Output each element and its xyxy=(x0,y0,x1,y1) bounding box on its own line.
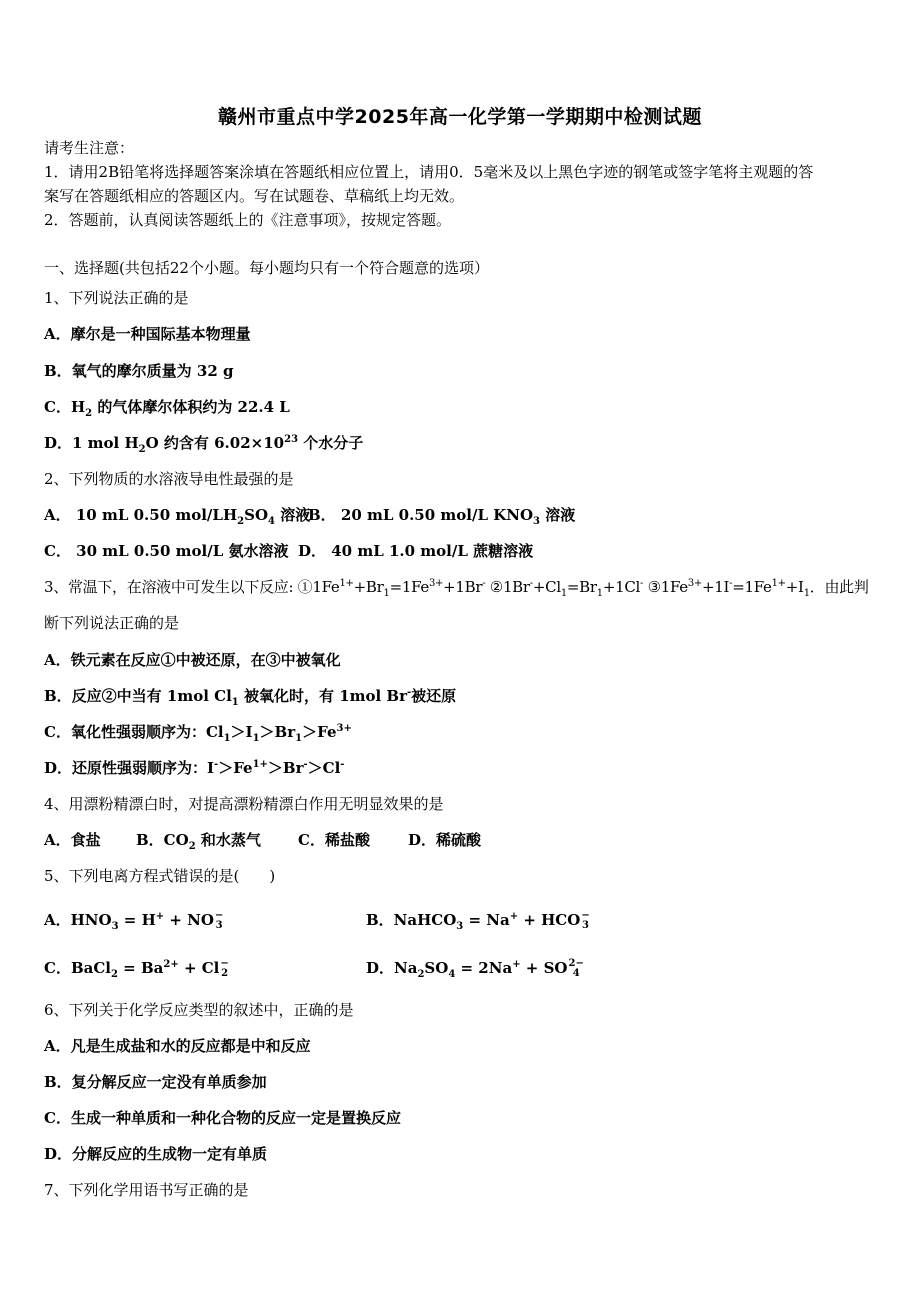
q1-option-a: A．摩尔是一种国际基本物理量 xyxy=(44,325,251,343)
notice-heading: 请考生注意： xyxy=(44,139,135,157)
q4-stem: 4、用漂粉精漂白时，对提高漂粉精漂白作用无明显效果的是 xyxy=(44,795,444,813)
q1-stem: 1、下列说法正确的是 xyxy=(44,289,189,307)
q6-option-a: A．凡是生成盐和水的反应都是中和反应 xyxy=(44,1037,311,1055)
q1-option-d: D．1 mol $H_2O$ 约含有 $6.02\times 10^{23}$ 个水分子 xyxy=(44,434,364,455)
q5-option-b: B．NaHCO$_3$ = Na+ + HCO − 3 xyxy=(366,910,590,932)
q5-stem: 5、下列电离方程式错误的是( ) xyxy=(44,867,276,885)
q1-option-b: B．氧气的摩尔质量为 32 g xyxy=(44,362,234,380)
q6-option-c: C．生成一种单质和一种化合物的反应一定是置换反应 xyxy=(44,1109,401,1127)
q2-option-b: B． 20 mL 0.50 mol/L $KNO_3$ 溶液 xyxy=(308,506,576,527)
q4-option-d: D．稀硫酸 xyxy=(408,831,482,849)
q2-option-a: A． 10 mL 0.50 mol/$LH_2SO_4$ 溶液 xyxy=(44,506,311,527)
q7-stem: 7、下列化学用语书写正确的是 xyxy=(44,1181,249,1199)
q6-stem: 6、下列关于化学反应类型的叙述中，正确的是 xyxy=(44,1001,354,1019)
q4-option-a: A．食盐 xyxy=(44,831,101,849)
q3-option-b: B．反应②中当有 1mol $Cl_1$ 被氧化时，有 1mol Br-被还原 xyxy=(44,687,457,708)
section-heading: 一、选择题(共包括22个小题。每小题均只有一个符合题意的选项） xyxy=(44,259,489,277)
q3-stem-continued: 断下列说法正确的是 xyxy=(44,614,180,632)
notice-item-1b: 案写在答题纸相应的答题区内。写在试题卷、草稿纸上均无效。 xyxy=(44,187,465,205)
q3-option-d: D．还原性强弱顺序为：$I^->Fe^{1+}>Br^->Cl^-$ xyxy=(44,759,345,777)
q4-option-b: B．$CO_2$ 和水蒸气 xyxy=(136,831,261,852)
q5-option-a: A．$HNO_3 = H^+$ + NO − 3 xyxy=(44,910,224,932)
q5-option-d: D．$Na_2SO_4 = 2Na^+$ + SO 2− 4 xyxy=(366,958,584,980)
q6-option-d: D．分解反应的生成物一定有单质 xyxy=(44,1145,268,1163)
q5-option-c: C．BaCl$_2$ = $Ba^{2+} + Cl$ − 2 xyxy=(44,958,229,980)
q3-option-c: C．氧化性强弱顺序为：$Cl_1>I_1>Br_1>Fe^{3+}$ xyxy=(44,723,352,744)
exam-title: 赣州市重点中学2025年高一化学第一学期期中检测试题 xyxy=(218,106,702,128)
q2-option-d: D． 40 mL 1.0 mol/L 蔗糖溶液 xyxy=(298,542,534,560)
notice-item-2: 2．答题前，认真阅读答题纸上的《注意事项》，按规定答题。 xyxy=(44,211,452,229)
q1-option-c: C．$H_2$ 的气体摩尔体积约为 22.4 L xyxy=(44,398,290,419)
q3-option-a: A．铁元素在反应①中被还原，在③中被氧化 xyxy=(44,651,341,669)
q2-stem: 2、下列物质的水溶液导电性最强的是 xyxy=(44,470,294,488)
q3-stem: 3、常温下，在溶液中可发生以下反应: $①1Fe^{1+}+Br_1=1Fe^{3+}+1Br^-$ $②1Br^-+Cl_1=Br_1+1Cl^-$ $③1Fe^{3+}+1I^-=1Fe^{1+}+I_1$．由此判 xyxy=(44,578,869,599)
notice-item-1a: 1．请用2B铅笔将选择题答案涂填在答题纸相应位置上，请用0．5毫米及以上黑色字迹的钢笔或签字笔将主观题的答 xyxy=(44,163,814,181)
q4-option-c: C．稀盐酸 xyxy=(298,831,370,849)
q2-option-c: C． 30 mL 0.50 mol/L 氨水溶液 xyxy=(44,542,289,560)
q6-option-b: B．复分解反应一定没有单质参加 xyxy=(44,1073,267,1091)
